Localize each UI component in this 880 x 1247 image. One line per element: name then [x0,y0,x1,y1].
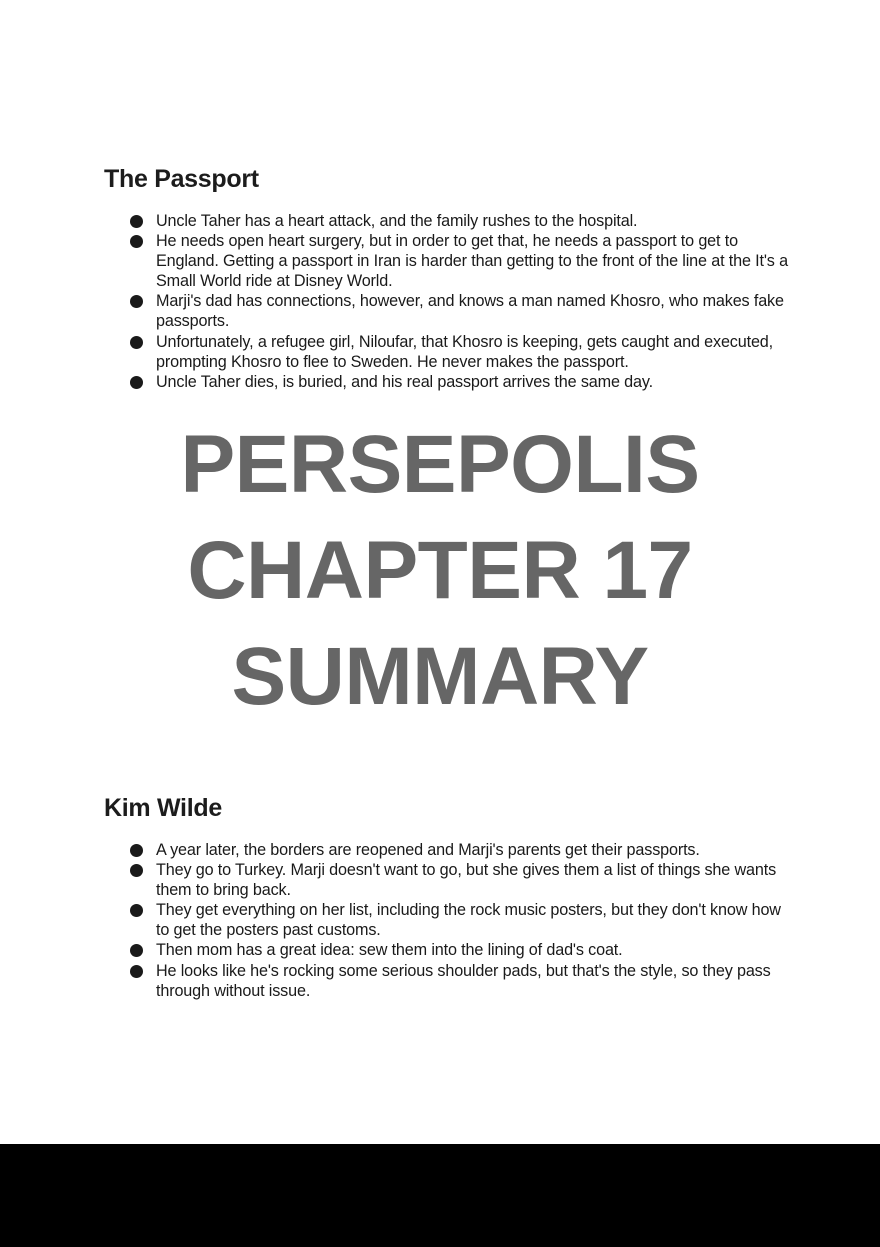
chapter-title-line-3: SUMMARY [231,631,649,722]
list-item [130,332,790,372]
list-item [130,860,790,900]
list-item [130,940,790,960]
bullet-icon [130,844,143,857]
chapter-title-line-1: PERSEPOLIS [180,419,700,510]
list-item-text: Unfortunately, a refugee girl, Niloufar, that Khosro is keeping, gets caught and executed, prompting Khosro to flee to Sweden. He never makes the passport. [156,332,773,371]
list-item-text: He needs open heart surgery, but in order to get that, he needs a passport to get to England. Getting a passport in Iran is harder than getting to the front of the line at the It's a Small World ride at Disney World. [156,232,788,291]
list-item-text: He looks like he's rocking some serious shoulder pads, but that's the style, so they pass through without issue. [156,961,771,1000]
list-item-text: Marji's dad has connections, however, and knows a man named Khosro, who makes fake passports. [156,292,784,331]
bullet-list-kim-wilde [130,840,790,1001]
list-item-text: They go to Turkey. Marji doesn't want to go, but she gives them a list of things she wants them to bring back. [156,861,777,900]
list-item [130,900,790,940]
bullet-icon [130,295,143,308]
bullet-list-passport [130,211,790,392]
bullet-icon [130,944,143,957]
bullet-icon [130,336,143,349]
list-item [130,372,790,392]
list-item [130,961,790,1001]
bullet-icon [130,904,143,917]
list-item-text: They get everything on her list, including the rock music posters, but they don't know how to get the posters past customs. [156,901,781,940]
list-item-text: A year later, the borders are reopened and Marji's parents get their passports. [156,841,700,859]
bullet-icon [130,376,143,389]
list-item-text: Uncle Taher dies, is buried, and his real passport arrives the same day. [156,372,653,391]
list-item [130,840,790,860]
bullet-icon [130,965,143,978]
list-item [130,231,790,291]
section-heading-passport: The Passport [104,165,259,193]
list-item-text: Uncle Taher has a heart attack, and the family rushes to the hospital. [156,212,638,230]
bullet-icon [130,235,143,248]
list-item [130,211,790,231]
bullet-icon [130,215,143,228]
bottom-black-bar [0,1144,880,1247]
list-item-text: Then mom has a great idea: sew them into the lining of dad's coat. [156,941,623,960]
section-heading-kim-wilde: Kim Wilde [104,794,222,822]
list-item [130,291,790,331]
bullet-icon [130,864,143,877]
chapter-title-line-2: CHAPTER 17 [187,525,693,616]
chapter-title [0,412,880,730]
